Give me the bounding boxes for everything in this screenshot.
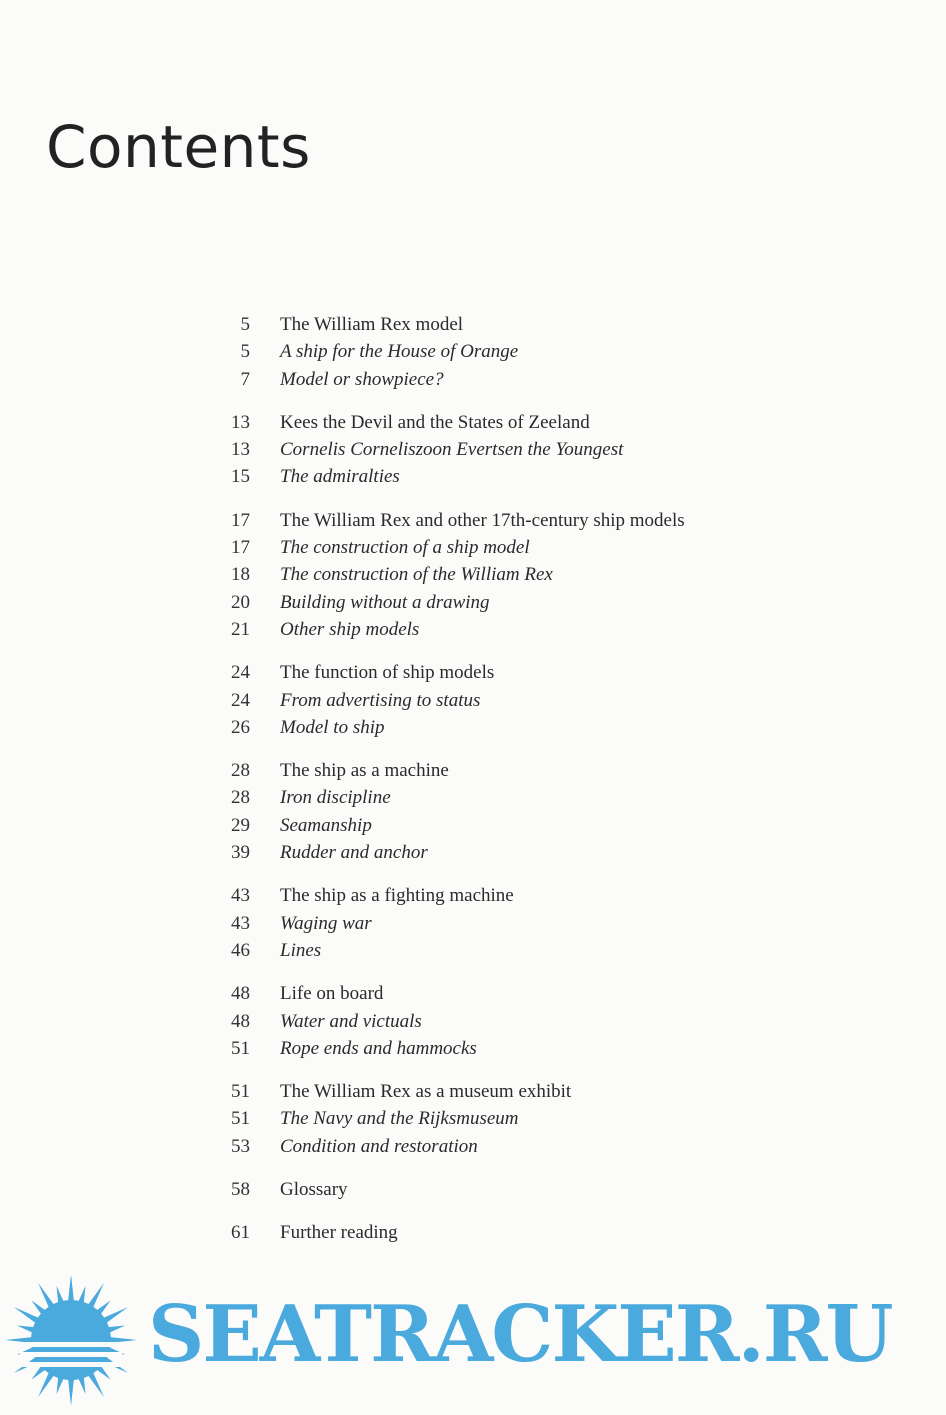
toc-page-number: 28 <box>231 760 250 782</box>
toc-page-number: 48 <box>231 1010 250 1032</box>
toc-page-number: 24 <box>231 689 250 711</box>
toc-label: Model or showpiece? <box>280 368 444 390</box>
toc-entry <box>180 311 820 338</box>
toc-page-number: 39 <box>231 842 250 864</box>
toc-label: The ship as a machine <box>280 760 449 782</box>
toc-page-number: 24 <box>231 662 250 684</box>
toc-label: The ship as a fighting machine <box>280 885 514 907</box>
toc-page-number: 28 <box>231 787 250 809</box>
toc-page-number: 61 <box>231 1222 250 1244</box>
toc-entry <box>180 1078 820 1105</box>
toc-label: The William Rex as a museum exhibit <box>280 1081 572 1103</box>
toc-label: The Navy and the Rijksmuseum <box>280 1108 519 1130</box>
toc-page-number: 26 <box>231 716 250 738</box>
toc-subentry <box>180 839 820 866</box>
toc-label: The construction of the William Rex <box>280 564 553 586</box>
toc-subentry <box>180 436 820 463</box>
toc-subentry <box>180 366 820 393</box>
toc-page-number: 21 <box>231 618 250 640</box>
toc-entry <box>180 757 820 784</box>
toc-page-number: 13 <box>231 439 250 461</box>
toc-entry <box>180 1176 820 1203</box>
toc-section <box>180 757 820 866</box>
toc-label: Building without a drawing <box>280 591 490 613</box>
toc-label: From advertising to status <box>280 689 481 711</box>
sun-wave-icon <box>0 1276 142 1410</box>
toc-subentry <box>180 714 820 741</box>
toc-label: Waging war <box>280 912 372 934</box>
toc-subentry <box>180 784 820 811</box>
toc-entry <box>180 1219 820 1246</box>
toc-subentry <box>180 687 820 714</box>
toc-section <box>180 311 820 393</box>
toc-label: Lines <box>280 939 322 961</box>
toc-section <box>180 507 820 643</box>
toc-label: The William Rex and other 17th-century ship models <box>280 509 685 531</box>
toc-page-number: 48 <box>231 983 250 1005</box>
toc-entry <box>180 507 820 534</box>
toc-label: Glossary <box>280 1179 348 1201</box>
toc-subentry <box>180 534 820 561</box>
watermark-text: SEATRACKER.RU <box>148 1289 892 1380</box>
toc-entry <box>180 409 820 436</box>
toc-page-number: 17 <box>231 509 250 531</box>
toc-section <box>180 659 820 741</box>
toc-page-number: 17 <box>231 537 250 559</box>
toc-label: The admiralties <box>280 466 400 488</box>
toc-label: The construction of a ship model <box>280 537 530 559</box>
toc-page-number: 29 <box>231 814 250 836</box>
toc-label: A ship for the House of Orange <box>280 341 519 363</box>
toc-section <box>180 882 820 964</box>
toc-subentry <box>180 910 820 937</box>
toc-subentry <box>180 812 820 839</box>
table-of-contents <box>180 311 820 1263</box>
toc-label: Model to ship <box>280 716 385 738</box>
toc-page-number: 51 <box>231 1108 250 1130</box>
toc-section <box>180 1176 820 1203</box>
toc-subentry <box>180 1105 820 1132</box>
toc-page-number: 43 <box>231 912 250 934</box>
toc-page-number: 46 <box>231 939 250 961</box>
toc-section <box>180 1219 820 1246</box>
toc-subentry <box>180 616 820 643</box>
toc-page-number: 5 <box>240 314 250 335</box>
toc-page-number: 43 <box>231 885 250 907</box>
toc-label: Seamanship <box>280 814 372 836</box>
toc-page-number: 18 <box>231 564 250 586</box>
toc-label: Iron discipline <box>280 787 391 809</box>
toc-section <box>180 980 820 1062</box>
toc-label: Water and victuals <box>280 1010 422 1032</box>
toc-subentry <box>180 1133 820 1160</box>
toc-section <box>180 1078 820 1160</box>
toc-subentry <box>180 338 820 365</box>
toc-subentry <box>180 463 820 490</box>
toc-page-number: 20 <box>231 591 250 613</box>
toc-entry <box>180 882 820 909</box>
toc-label: Rope ends and hammocks <box>280 1037 477 1059</box>
toc-subentry <box>180 1008 820 1035</box>
toc-page-number: 51 <box>231 1037 250 1059</box>
toc-label: The function of ship models <box>280 662 495 684</box>
toc-label: Life on board <box>280 983 384 1005</box>
toc-entry <box>180 980 820 1007</box>
toc-label: Further reading <box>280 1222 398 1244</box>
toc-page-number: 7 <box>240 368 250 390</box>
toc-page-number: 15 <box>231 466 250 488</box>
toc-page-number: 51 <box>231 1081 250 1103</box>
toc-label: Rudder and anchor <box>280 842 428 864</box>
toc-page-number: 13 <box>231 411 250 433</box>
toc-page-number: 5 <box>240 341 250 363</box>
toc-label: Condition and restoration <box>280 1135 478 1157</box>
toc-subentry <box>180 589 820 616</box>
toc-label: Kees the Devil and the States of Zeeland <box>280 411 590 433</box>
toc-subentry <box>180 561 820 588</box>
toc-subentry <box>180 1035 820 1062</box>
toc-label: Other ship models <box>280 618 420 640</box>
toc-label: Cornelis Corneliszoon Evertsen the Youngest <box>280 439 624 461</box>
toc-subentry <box>180 937 820 964</box>
toc-label: The William Rex model <box>280 314 464 335</box>
toc-page-number: 53 <box>231 1135 250 1157</box>
toc-page-number: 58 <box>231 1179 250 1201</box>
toc-section <box>180 409 820 491</box>
toc-entry <box>180 659 820 686</box>
page-title: Contents <box>46 113 311 181</box>
